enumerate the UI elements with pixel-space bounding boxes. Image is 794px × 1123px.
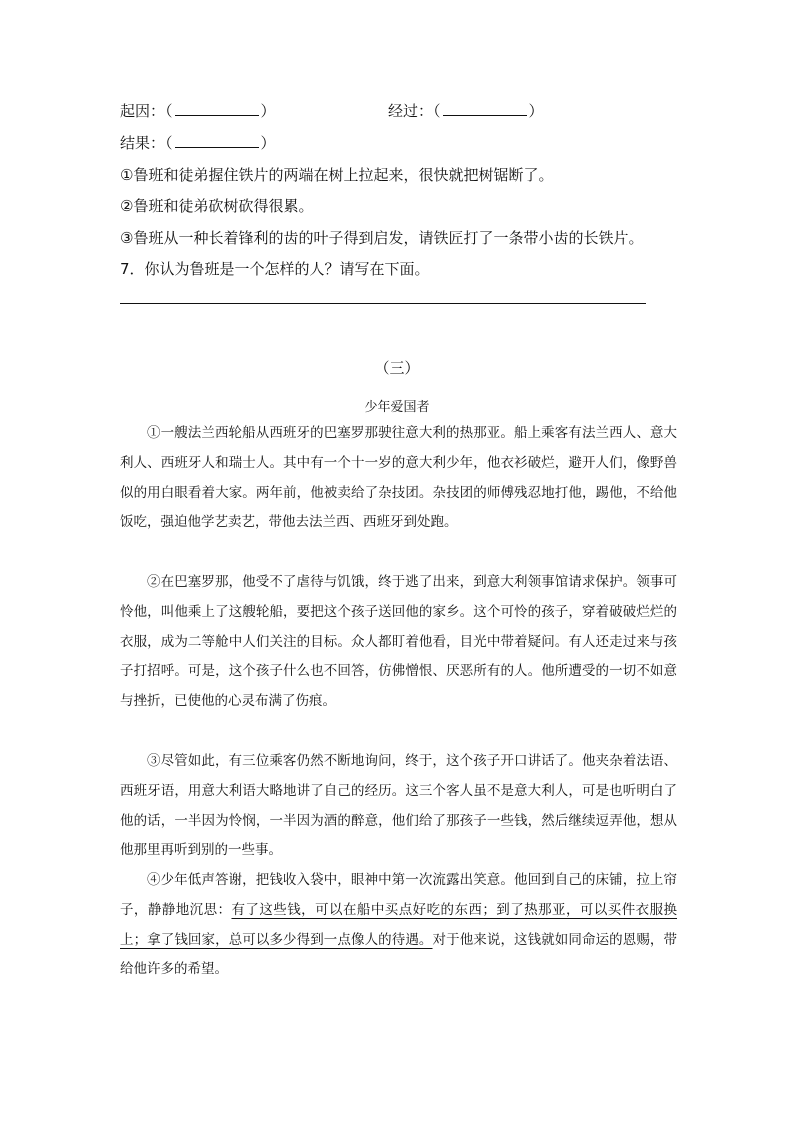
- process-row: [388, 101, 544, 121]
- paragraph-4: [120, 866, 677, 985]
- underlined-sentence: 有了这些钱，可以在船中买点好吃的东西；到了热那亚，可以买件衣服换上；拿了钱回家，总可以多少得到一点像人的待遇。: [120, 901, 678, 948]
- paren-open: （: [165, 102, 173, 120]
- option-3: ③鲁班从一种长着锋利的齿的叶子得到启发，请铁匠打了一条带小齿的长铁片。: [120, 229, 644, 247]
- paren-close: ）: [260, 134, 276, 152]
- paragraph-4-lead: ④少年低声答谢，把钱收入袋中，眼神中第一次流露出笑意。他回到自己的床铺，拉上帘子，静静地沉思：: [120, 872, 677, 918]
- result-label: 结果：: [120, 134, 166, 152]
- paren-open: （: [165, 134, 173, 152]
- process-blank[interactable]: [443, 101, 527, 116]
- paren-close: ）: [528, 102, 544, 120]
- paragraph-3: ③尽管如此，有三位乘客仍然不断地询问，终于，这个孩子开口讲话了。他夹杂着法语、西班牙语，用意大利语大略地讲了自己的经历。这三个客人虽不是意大利人，可是也听明白了他的话，一半因为怜悯，一半因为酒的醉意，他们给了那孩子一些钱，然后继续逗弄他，想从他那里再听到别的一些事。: [120, 753, 677, 859]
- cause-blank[interactable]: [175, 101, 259, 116]
- result-blank[interactable]: [175, 133, 259, 148]
- cause-label: 起因：: [120, 102, 166, 120]
- paren-open: （: [433, 102, 441, 120]
- section-number: （三）: [374, 359, 420, 377]
- paragraph-1: ①一艘法兰西轮船从西班牙的巴塞罗那驶往意大利的热那亚。船上乘客有法兰西人、意大利人、西班牙人和瑞士人。其中有一个十一岁的意大利少年，他衣衫破烂，避开人们，像野兽似的用白眼看着大家。两年前，他被卖给了杂技团。杂技团的师傅残忍地打他，踢他，不给他饭吃，强迫他学艺卖艺，带他去法兰西、西班牙到处跑。: [120, 425, 677, 531]
- option-2: ②鲁班和徒弟砍树砍得很累。: [120, 197, 314, 215]
- process-label: 经过：: [388, 102, 434, 120]
- cause-row: [120, 101, 276, 121]
- result-row: [120, 133, 276, 153]
- story-title: 少年爱国者: [364, 400, 430, 415]
- option-1: ①鲁班和徒弟握住铁片的两端在树上拉起来，很快就把树锯断了。: [120, 166, 554, 184]
- paren-close: ）: [260, 102, 276, 120]
- paragraph-2: ②在巴塞罗那，他受不了虐待与饥饿，终于逃了出来，到意大利领事馆请求保护。领事可怜他，叫他乘上了这艘轮船，要把这个孩子送回他的家乡。这个可怜的孩子，穿着破破烂烂的衣服，成为二等舱中人们关注的目标。众人都盯着他看，目光中带着疑问。有人还走过来与孩子打招呼。可是，这个孩子什么也不回答，仿佛憎恨、厌恶所有的人。他所遭受的一切不如意与挫折，已使他的心灵布满了伤痕。: [120, 574, 677, 710]
- paragraph-4-tail: 对于他来说，这钱就如同命运的恩赐，带给他许多的希望。: [120, 931, 678, 978]
- question-7: 7．你认为鲁班是一个怎样的人？请写在下面。: [120, 260, 430, 278]
- answer-line[interactable]: [120, 303, 646, 304]
